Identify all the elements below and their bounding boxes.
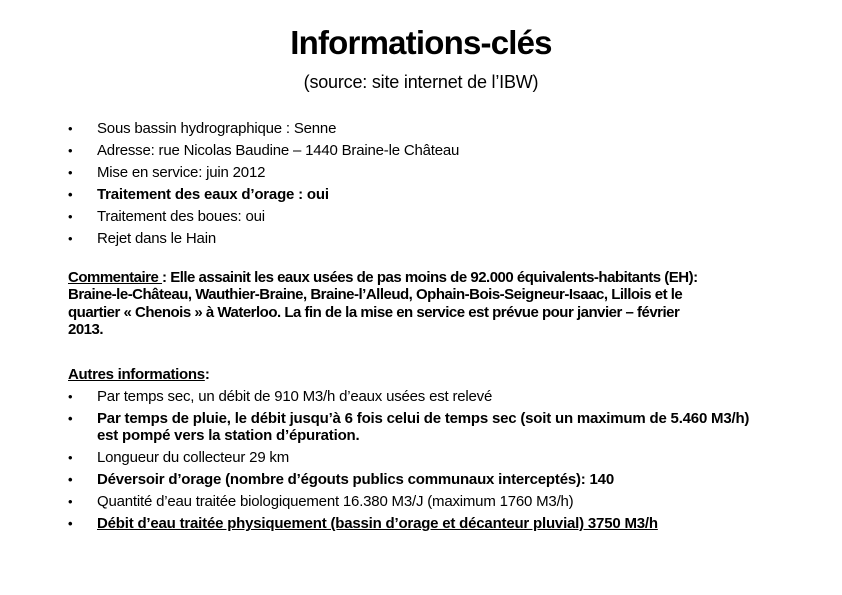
facts-list bbox=[68, 120, 774, 247]
commentaire-line: quartier « Chenois » à Waterloo. La fin de la mise en service est prévue pour janvier – février bbox=[68, 303, 680, 321]
autres-informations-heading bbox=[68, 366, 774, 384]
bullet-icon: • bbox=[68, 411, 73, 427]
list-item-text: Traitement des boues: oui bbox=[97, 208, 265, 225]
list-item bbox=[68, 471, 774, 488]
commentaire-paragraph bbox=[68, 269, 774, 338]
commentaire-line: Braine-le-Château, Wauthier-Braine, Braine-l’Alleud, Ophain-Bois-Seigneur-Isaac, Lillois et le bbox=[68, 286, 683, 304]
list-item-text: Mise en service: juin 2012 bbox=[97, 164, 266, 181]
autres-informations-heading-text: Autres informations bbox=[68, 366, 205, 384]
bullet-icon: • bbox=[68, 516, 73, 532]
list-item-text: Longueur du collecteur 29 km bbox=[97, 449, 290, 467]
bullet-icon: • bbox=[68, 472, 73, 488]
list-item-text: Quantité d’eau traitée biologiquement 16.380 M3/J (maximum 1760 M3/h) bbox=[97, 493, 574, 511]
commentaire-line1-rest: : Elle assainit les eaux usées de pas moins de 92.000 équivalents-habitants (EH): bbox=[162, 269, 698, 286]
list-item bbox=[68, 186, 774, 203]
list-item bbox=[68, 388, 774, 405]
list-item-text: Traitement des eaux d’orage : oui bbox=[97, 186, 329, 203]
bullet-icon: • bbox=[68, 231, 73, 246]
commentaire-label: Commentaire bbox=[68, 269, 163, 286]
bullet-icon: • bbox=[68, 187, 73, 202]
list-item bbox=[68, 120, 774, 137]
list-item-text: Adresse: rue Nicolas Baudine – 1440 Braine-le Château bbox=[97, 142, 460, 159]
bullet-icon: • bbox=[68, 209, 73, 224]
bullet-icon: • bbox=[68, 494, 73, 510]
list-item bbox=[68, 230, 774, 247]
bullet-icon: • bbox=[68, 165, 73, 180]
list-item bbox=[68, 493, 774, 510]
page-title: Informations-clés bbox=[290, 24, 552, 61]
page-subtitle: (source: site internet de l’IBW) bbox=[303, 72, 539, 92]
bullet-icon: • bbox=[68, 121, 73, 136]
list-item-text: Rejet dans le Hain bbox=[97, 230, 216, 247]
list-item bbox=[68, 515, 774, 532]
list-item-text: Par temps sec, un débit de 910 M3/h d’eaux usées est relevé bbox=[97, 388, 493, 406]
bullet-icon: • bbox=[68, 450, 73, 466]
list-item bbox=[68, 208, 774, 225]
bullet-icon: • bbox=[68, 143, 73, 158]
list-item-text: Débit d’eau traitée physiquement (bassin d’orage et décanteur pluvial) 3750 M3/h bbox=[97, 515, 658, 533]
list-item bbox=[68, 449, 774, 466]
list-item-text: Déversoir d’orage (nombre d’égouts publics communaux interceptés): 140 bbox=[97, 471, 614, 489]
commentaire-line: 2013. bbox=[68, 320, 104, 338]
commentaire-line bbox=[68, 269, 774, 286]
list-item bbox=[68, 410, 774, 444]
list-item bbox=[68, 142, 774, 159]
list-item-text: Par temps de pluie, le débit jusqu’à 6 fois celui de temps sec (soit un maximum de 5.460 M3/h) est pompé vers la station d’épuration. bbox=[97, 410, 750, 445]
autres-informations-list bbox=[68, 388, 774, 532]
slide-content bbox=[68, 120, 774, 532]
list-item bbox=[68, 164, 774, 181]
autres-informations-heading-colon: : bbox=[204, 366, 210, 384]
list-item-text: Sous bassin hydrographique : Senne bbox=[97, 120, 337, 137]
bullet-icon: • bbox=[68, 389, 73, 405]
